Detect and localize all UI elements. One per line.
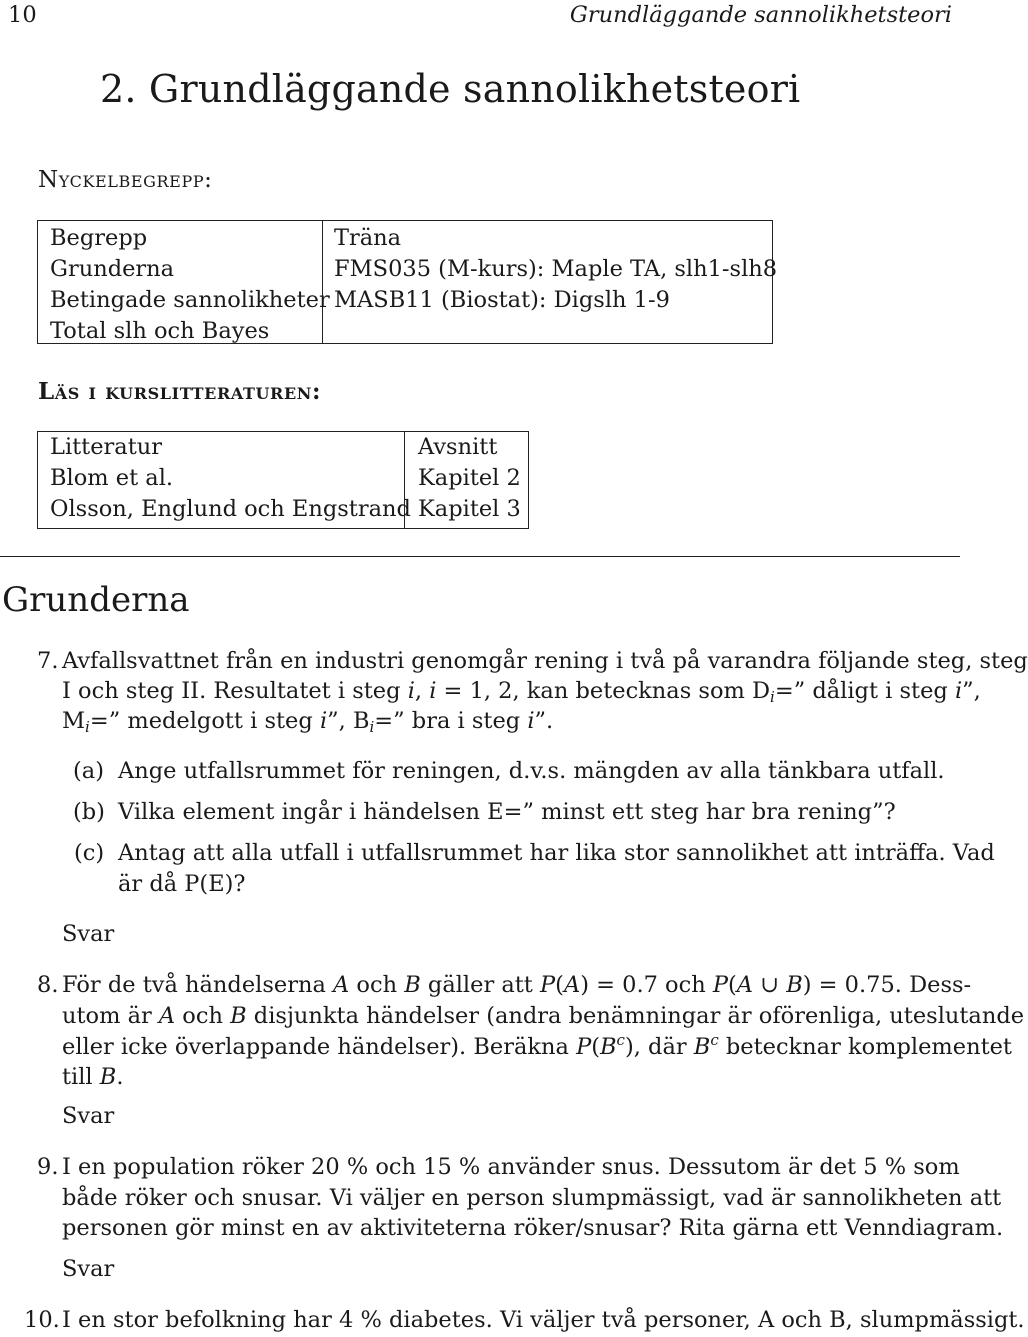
literature-header: Litteratur [50, 434, 162, 460]
problem-text: I och steg II. Resultatet i steg i, i = 1, 2, kan betecknas som $D_i=$” dåligt i steg i”, [62, 678, 981, 706]
problem-text: I en population röker 20 % och 15 % använder snus. Dessutom är det 5 % som [62, 1154, 960, 1180]
concept-item: Total slh och Bayes [50, 318, 270, 344]
problem-text: Avfallsvattnet från en industri genomgår rening i två på varandra följande steg, steg [62, 648, 1028, 674]
key-concepts-table [37, 220, 778, 344]
reading-heading: Läs i kurslitteraturen: [38, 378, 322, 405]
problem-text: både röker och snusar. Vi väljer en person slumpmässigt, vad är sannolikheten att [62, 1185, 1002, 1211]
problem-text: För de två händelserna A och B gäller att P(A) = 0.7 och P(A ∪ B) = 0.75. Dess- [62, 972, 972, 998]
concepts-header: Begrepp [50, 225, 148, 251]
practice-item: FMS035 (M-kurs): Maple TA, slh1-slh8 [334, 256, 778, 282]
subproblem-label: (a) [73, 758, 104, 784]
subproblem-text: Ange utfallsrummet för reningen, d.v.s. mängden av alla tänkbara utfall. [118, 758, 945, 784]
subproblem-text: är då P(E)? [118, 871, 246, 897]
problem-text: personen gör minst en av aktiviteterna röker/snusar? Rita gärna ett Venndiagram. [62, 1215, 1004, 1241]
section-item: Kapitel 3 [418, 496, 521, 522]
literature-item: Olsson, Englund och Engstrand [50, 496, 411, 522]
answer-label: Svar [62, 1103, 115, 1129]
problem-text: eller icke överlappande händelser). Beräkna $P(B^c)$, där $B^c$ betecknar komplementet [62, 1031, 1012, 1060]
problem-number: 7. [37, 648, 59, 674]
key-concepts-heading: Nyckelbegrepp: [38, 167, 213, 193]
problem-number: 9. [37, 1154, 59, 1180]
problem-text: I en stor befolkning har 4 % diabetes. Vi väljer två personer, A och B, slumpmässigt. [62, 1307, 1025, 1333]
literature-column [50, 432, 411, 525]
practice-column [334, 223, 777, 316]
running-title: Grundläggande sannolikhetsteori [569, 2, 952, 28]
subproblem-text: Vilka element ingår i händelsen E=” minst ett steg har bra rening”? [118, 799, 896, 825]
concept-item: Betingade sannolikheter [50, 287, 330, 313]
practice-item: MASB11 (Biostat): Digslh 1-9 [334, 287, 670, 313]
section-rule [0, 556, 960, 557]
problem-text: utom är A och B disjunkta händelser (andra benämningar är oförenliga, uteslutande [62, 1003, 1025, 1029]
subproblem-text: Antag att alla utfall i utfallsrummet har lika stor sannolikhet att inträffa. Vad [118, 840, 995, 866]
problem-number: 10. [24, 1307, 60, 1333]
page-number: 10 [8, 2, 37, 28]
section-column [418, 432, 521, 525]
chapter-title: 2. Grundläggande sannolikhetsteori [100, 67, 801, 111]
subproblem-label: (b) [73, 799, 105, 825]
section-title: Grunderna [2, 580, 190, 620]
answer-label: Svar [62, 921, 115, 947]
section-header: Avsnitt [418, 434, 498, 460]
literature-item: Blom et al. [50, 465, 174, 491]
problem-number: 8. [37, 972, 59, 998]
problem-text: $M_i=$” medelgott i steg i”, $B_i=$” bra i steg i”. [62, 708, 554, 736]
practice-header: Träna [334, 225, 402, 251]
subproblem-label: (c) [74, 840, 105, 866]
reading-table [37, 431, 529, 529]
concepts-column [50, 223, 330, 347]
section-item: Kapitel 2 [418, 465, 521, 491]
problem-text: till B. [62, 1064, 124, 1090]
answer-label: Svar [62, 1256, 115, 1282]
concept-item: Grunderna [50, 256, 175, 282]
